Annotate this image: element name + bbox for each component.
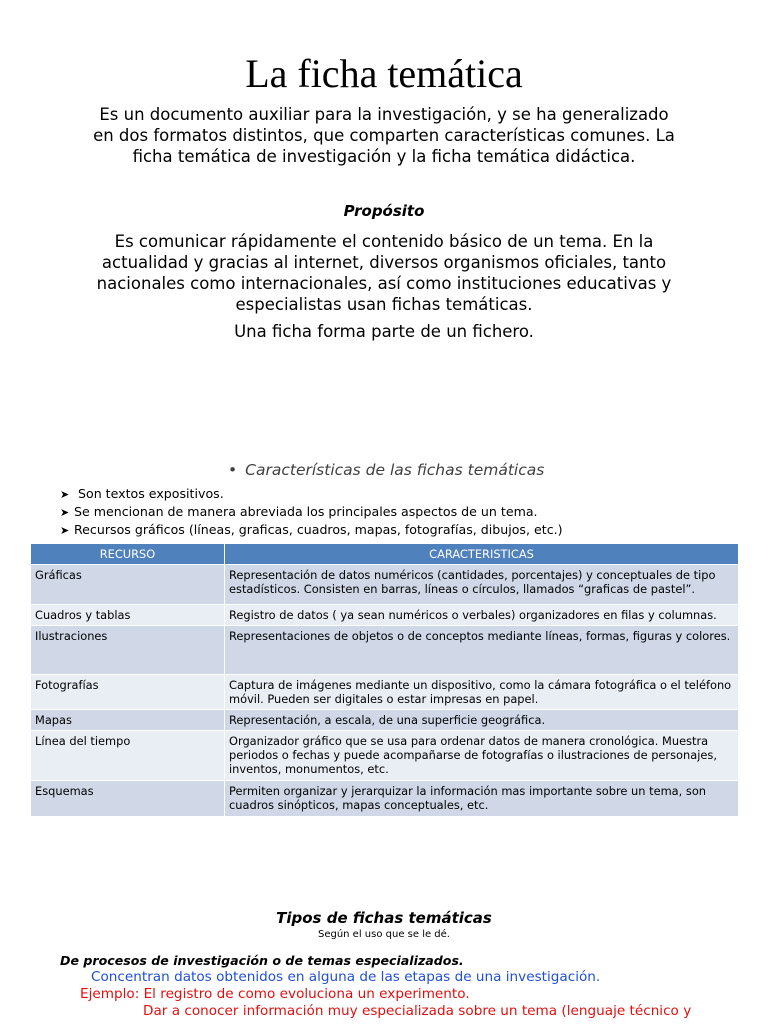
type-specialized-description: Dar a conocer información muy especializada sobre un tema (lenguaje técnico y [143,1003,692,1019]
table-row [31,731,739,781]
type-research-title: De procesos de investigación o de temas especializados. [60,953,464,968]
table-row [31,605,739,626]
table-cell-description: Captura de imágenes mediante un dispositivo, como la cámara fotográfica o el teléfono móvil. Pueden ser digitales o estar impresas en papel. [225,675,739,710]
characteristics-heading-text: Características de las fichas temáticas [245,461,545,479]
table-cell-resource: Cuadros y tablas [31,605,225,626]
list-item-text: Se mencionan de manera abreviada los principales aspectos de un tema. [74,504,538,519]
table-cell-resource: Fotografías [31,675,225,710]
list-item [60,485,563,503]
table-cell-description: Organizador gráfico que se usa para ordenar datos de manera cronológica. Muestra periodos o fechas y puede acompañarse de fotografías o ilustraciones de personajes, inventos, monumentos, etc. [225,731,739,781]
table-row [31,710,739,731]
table-cell-description: Representación, a escala, de una superficie geográfica. [225,710,739,731]
resources-table [30,543,739,817]
types-heading: Tipos de fichas temáticas [276,909,492,927]
characteristics-heading [228,461,544,479]
type-research-description: Concentran datos obtenidos en alguna de las etapas de una investigación. [91,969,601,985]
table-row [31,781,739,817]
table-cell-description: Permiten organizar y jerarquizar la información mas importante sobre un tema, son cuadros sinópticos, mapas conceptuales, etc. [225,781,739,817]
list-item [60,503,563,521]
bullet-marker: • [228,461,238,479]
table-cell-description: Representación de datos numéricos (cantidades, porcentajes) y conceptuales de tipo estadísticos. Consisten en barras, líneas o círculos, llamados “graficas de pastel”. [225,565,739,605]
table-cell-resource: Línea del tiempo [31,731,225,781]
intro-paragraph: Es un documento auxiliar para la investigación, y se ha generalizado en dos formatos distintos, que comparten características comunes. La ficha temática de investigación y la ficha temática didáctica. [93,105,675,166]
table-cell-description: Representaciones de objetos o de conceptos mediante líneas, formas, figuras y colores. [225,626,739,675]
arrow-right-icon: ➤ [60,524,70,537]
list-item-text: Son textos expositivos. [74,486,224,501]
table-cell-resource: Mapas [31,710,225,731]
type-research-example: Ejemplo: El registro de como evoluciona un experimento. [80,986,470,1002]
table-row [31,626,739,675]
table-header-row [31,544,739,565]
table-row [31,675,739,710]
purpose-heading: Propósito [343,202,425,220]
table-cell-resource: Ilustraciones [31,626,225,675]
characteristics-list [60,485,563,539]
purpose-paragraph: Es comunicar rápidamente el contenido básico de un tema. En la actualidad y gracias al internet, diversos organismos oficiales, tanto nacionales como internacionales, así como instituciones educativas y especialistas usan fichas temáticas. [96,232,672,314]
list-item-text: Recursos gráficos (líneas, graficas, cuadros, mapas, fotografías, dibujos, etc.) [74,522,563,537]
table-cell-description: Registro de datos ( ya sean numéricos o verbales) organizadores en filas y columnas. [225,605,739,626]
table-cell-resource: Gráficas [31,565,225,605]
arrow-right-icon: ➤ [60,488,70,501]
column-header-resource: RECURSO [31,544,225,565]
types-subtitle: Según el uso que se le dé. [317,929,450,940]
list-item [60,521,563,539]
table-cell-resource: Esquemas [31,781,225,817]
table-row [31,565,739,605]
page-title: La ficha temática [245,51,523,96]
column-header-characteristics: CARACTERISTICAS [225,544,739,565]
arrow-right-icon: ➤ [60,506,70,519]
purpose-note: Una ficha forma parte de un fichero. [234,322,534,341]
